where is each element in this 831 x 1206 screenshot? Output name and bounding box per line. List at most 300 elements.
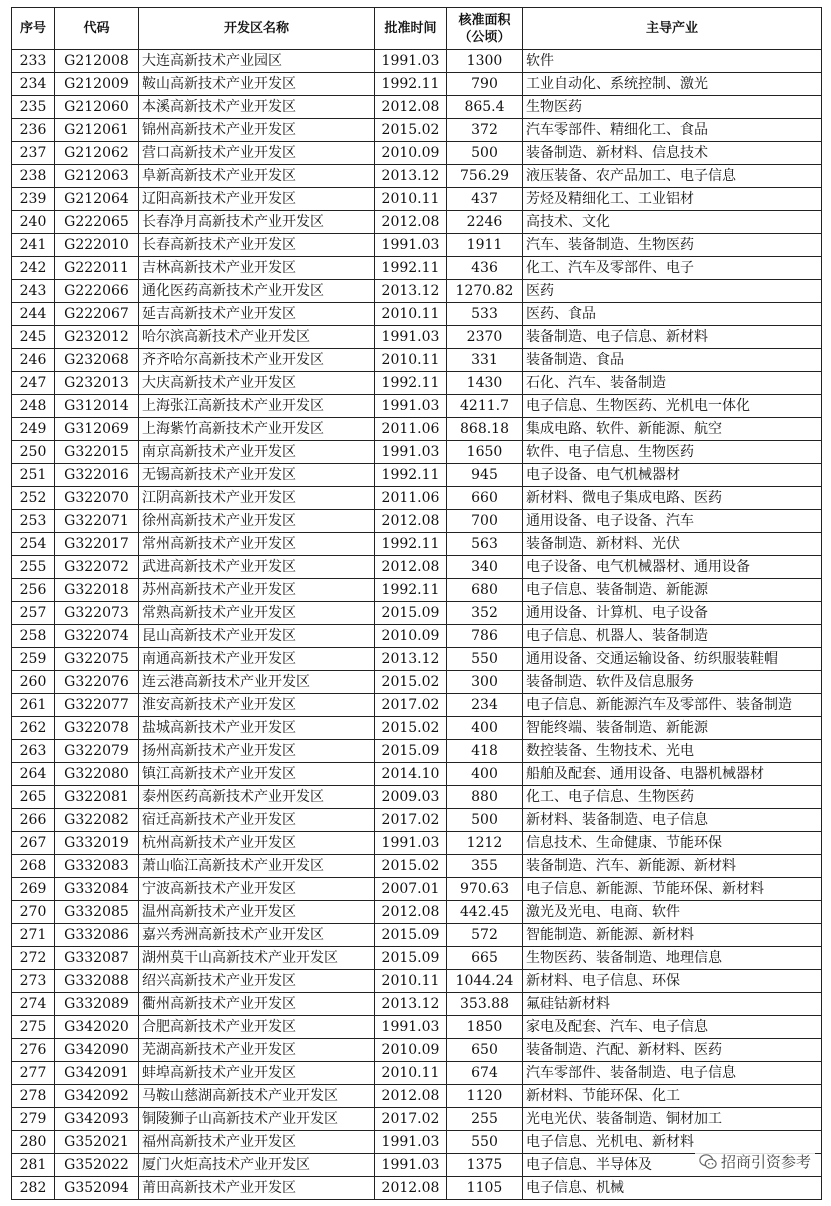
cell-seq: 272 [12, 947, 55, 970]
header-area-line1: 核准面积 [458, 12, 511, 28]
table-row [12, 786, 822, 809]
cell-industry: 电子信息、新能源汽车及零部件、装备制造 [523, 694, 822, 717]
cell-date: 2013.12 [375, 993, 447, 1016]
table-row [12, 625, 822, 648]
cell-industry: 高技术、文化 [523, 211, 822, 234]
cell-industry: 电子设备、电气机械器材、通用设备 [523, 556, 822, 579]
cell-name: 温州高新技术产业开发区 [139, 901, 375, 924]
cell-date: 2007.01 [375, 878, 447, 901]
cell-industry: 电子设备、电气机械器材 [523, 464, 822, 487]
cell-name: 湖州莫干山高新技术产业开发区 [139, 947, 375, 970]
cell-name: 泰州医药高新技术产业开发区 [139, 786, 375, 809]
cell-area: 680 [447, 579, 523, 602]
cell-name: 盐城高新技术产业开发区 [139, 717, 375, 740]
development-zone-table [11, 7, 822, 1200]
table-row [12, 510, 822, 533]
cell-date: 1992.11 [375, 464, 447, 487]
cell-area: 352 [447, 602, 523, 625]
cell-seq: 264 [12, 763, 55, 786]
cell-name: 嘉兴秀洲高新技术产业开发区 [139, 924, 375, 947]
cell-date: 1991.03 [375, 441, 447, 464]
cell-date: 1991.03 [375, 395, 447, 418]
cell-date: 2012.08 [375, 1177, 447, 1200]
table-row [12, 257, 822, 280]
cell-date: 2010.09 [375, 142, 447, 165]
table-row [12, 372, 822, 395]
cell-seq: 277 [12, 1062, 55, 1085]
cell-code: G212061 [55, 119, 139, 142]
cell-date: 1992.11 [375, 257, 447, 280]
cell-area: 700 [447, 510, 523, 533]
cell-seq: 256 [12, 579, 55, 602]
cell-seq: 259 [12, 648, 55, 671]
table-row [12, 763, 822, 786]
table-row [12, 924, 822, 947]
cell-industry: 集成电路、软件、新能源、航空 [523, 418, 822, 441]
cell-area: 340 [447, 556, 523, 579]
cell-code: G332083 [55, 855, 139, 878]
cell-code: G322070 [55, 487, 139, 510]
cell-code: G342090 [55, 1039, 139, 1062]
cell-code: G342091 [55, 1062, 139, 1085]
cell-name: 昆山高新技术产业开发区 [139, 625, 375, 648]
cell-date: 2015.02 [375, 855, 447, 878]
cell-name: 镇江高新技术产业开发区 [139, 763, 375, 786]
cell-seq: 270 [12, 901, 55, 924]
header-code: 代码 [55, 8, 139, 50]
cell-name: 绍兴高新技术产业开发区 [139, 970, 375, 993]
cell-code: G352094 [55, 1177, 139, 1200]
cell-area: 550 [447, 648, 523, 671]
cell-industry: 数控装备、生物技术、光电 [523, 740, 822, 763]
table-row [12, 533, 822, 556]
cell-name: 长春净月高新技术产业开发区 [139, 211, 375, 234]
cell-seq: 249 [12, 418, 55, 441]
cell-name: 上海紫竹高新技术产业开发区 [139, 418, 375, 441]
cell-area: 650 [447, 1039, 523, 1062]
cell-name: 福州高新技术产业开发区 [139, 1131, 375, 1154]
cell-date: 2014.10 [375, 763, 447, 786]
cell-area: 353.88 [447, 993, 523, 1016]
cell-area: 234 [447, 694, 523, 717]
cell-area: 1375 [447, 1154, 523, 1177]
table-row [12, 717, 822, 740]
cell-area: 500 [447, 809, 523, 832]
header-row [12, 8, 822, 50]
cell-industry: 新材料、节能环保、化工 [523, 1085, 822, 1108]
cell-industry: 新材料、装备制造、电子信息 [523, 809, 822, 832]
header-seq: 序号 [12, 8, 55, 50]
table-row [12, 418, 822, 441]
table-row [12, 694, 822, 717]
cell-date: 1991.03 [375, 832, 447, 855]
table-row [12, 993, 822, 1016]
cell-industry: 电子信息、机械 [523, 1177, 822, 1200]
table-row [12, 303, 822, 326]
cell-code: G212063 [55, 165, 139, 188]
cell-date: 2012.08 [375, 211, 447, 234]
cell-code: G332088 [55, 970, 139, 993]
cell-seq: 255 [12, 556, 55, 579]
cell-code: G332086 [55, 924, 139, 947]
table-row [12, 211, 822, 234]
cell-date: 2012.08 [375, 1085, 447, 1108]
header-area-line2: （公顷） [458, 29, 511, 45]
cell-industry: 电子信息、新能源、节能环保、新材料 [523, 878, 822, 901]
cell-area: 970.63 [447, 878, 523, 901]
cell-seq: 248 [12, 395, 55, 418]
cell-date: 2015.02 [375, 119, 447, 142]
cell-area: 436 [447, 257, 523, 280]
cell-seq: 244 [12, 303, 55, 326]
cell-seq: 280 [12, 1131, 55, 1154]
table-row [12, 464, 822, 487]
cell-date: 2012.08 [375, 901, 447, 924]
cell-seq: 240 [12, 211, 55, 234]
cell-seq: 279 [12, 1108, 55, 1131]
cell-code: G322073 [55, 602, 139, 625]
cell-seq: 267 [12, 832, 55, 855]
cell-industry: 光电光伏、装备制造、铜材加工 [523, 1108, 822, 1131]
cell-date: 1992.11 [375, 579, 447, 602]
cell-code: G322071 [55, 510, 139, 533]
cell-code: G322016 [55, 464, 139, 487]
cell-seq: 275 [12, 1016, 55, 1039]
cell-seq: 260 [12, 671, 55, 694]
cell-name: 厦门火炬高技术产业开发区 [139, 1154, 375, 1177]
cell-seq: 241 [12, 234, 55, 257]
cell-industry: 电子信息、半导体及 [523, 1154, 822, 1177]
cell-date: 2013.12 [375, 165, 447, 188]
cell-seq: 237 [12, 142, 55, 165]
cell-industry: 通用设备、电子设备、汽车 [523, 510, 822, 533]
cell-name: 江阴高新技术产业开发区 [139, 487, 375, 510]
cell-industry: 汽车零部件、精细化工、食品 [523, 119, 822, 142]
cell-date: 1992.11 [375, 533, 447, 556]
cell-code: G212064 [55, 188, 139, 211]
cell-industry: 氟硅钴新材料 [523, 993, 822, 1016]
cell-seq: 273 [12, 970, 55, 993]
cell-area: 865.4 [447, 96, 523, 119]
cell-code: G322079 [55, 740, 139, 763]
cell-industry: 家电及配套、汽车、电子信息 [523, 1016, 822, 1039]
table-row [12, 50, 822, 73]
table-row [12, 280, 822, 303]
cell-date: 2012.08 [375, 96, 447, 119]
cell-seq: 274 [12, 993, 55, 1016]
table-row [12, 970, 822, 993]
cell-name: 大庆高新技术产业开发区 [139, 372, 375, 395]
cell-industry: 医药 [523, 280, 822, 303]
table-row [12, 602, 822, 625]
cell-name: 马鞍山慈湖高新技术产业开发区 [139, 1085, 375, 1108]
cell-seq: 243 [12, 280, 55, 303]
table-row [12, 326, 822, 349]
cell-area: 550 [447, 1131, 523, 1154]
cell-code: G332087 [55, 947, 139, 970]
cell-date: 2015.09 [375, 740, 447, 763]
table-row [12, 1016, 822, 1039]
cell-industry: 电子信息、光机电、新材料 [523, 1131, 822, 1154]
cell-area: 533 [447, 303, 523, 326]
cell-area: 400 [447, 717, 523, 740]
table-row [12, 832, 822, 855]
cell-industry: 汽车零部件、装备制造、电子信息 [523, 1062, 822, 1085]
cell-code: G312014 [55, 395, 139, 418]
cell-date: 2015.02 [375, 717, 447, 740]
cell-area: 418 [447, 740, 523, 763]
cell-area: 300 [447, 671, 523, 694]
cell-name: 营口高新技术产业开发区 [139, 142, 375, 165]
cell-industry: 装备制造、食品 [523, 349, 822, 372]
cell-name: 本溪高新技术产业开发区 [139, 96, 375, 119]
cell-seq: 261 [12, 694, 55, 717]
cell-area: 945 [447, 464, 523, 487]
cell-name: 宿迁高新技术产业开发区 [139, 809, 375, 832]
cell-name: 锦州高新技术产业开发区 [139, 119, 375, 142]
table-row [12, 349, 822, 372]
cell-date: 2015.09 [375, 924, 447, 947]
cell-code: G332019 [55, 832, 139, 855]
table-row [12, 1177, 822, 1200]
cell-name: 常州高新技术产业开发区 [139, 533, 375, 556]
cell-name: 吉林高新技术产业开发区 [139, 257, 375, 280]
cell-area: 255 [447, 1108, 523, 1131]
cell-date: 2010.11 [375, 188, 447, 211]
cell-industry: 装备制造、电子信息、新材料 [523, 326, 822, 349]
cell-code: G322076 [55, 671, 139, 694]
cell-code: G322072 [55, 556, 139, 579]
cell-industry: 医药、食品 [523, 303, 822, 326]
cell-code: G232012 [55, 326, 139, 349]
cell-area: 756.29 [447, 165, 523, 188]
cell-area: 1850 [447, 1016, 523, 1039]
cell-industry: 软件、电子信息、生物医药 [523, 441, 822, 464]
cell-area: 674 [447, 1062, 523, 1085]
cell-name: 连云港高新技术产业开发区 [139, 671, 375, 694]
cell-code: G342092 [55, 1085, 139, 1108]
cell-industry: 汽车、装备制造、生物医药 [523, 234, 822, 257]
cell-industry: 石化、汽车、装备制造 [523, 372, 822, 395]
cell-date: 2015.09 [375, 602, 447, 625]
cell-area: 660 [447, 487, 523, 510]
cell-code: G332084 [55, 878, 139, 901]
cell-name: 常熟高新技术产业开发区 [139, 602, 375, 625]
cell-code: G332085 [55, 901, 139, 924]
cell-seq: 238 [12, 165, 55, 188]
cell-date: 2010.09 [375, 1039, 447, 1062]
cell-industry: 工业自动化、系统控制、激光 [523, 73, 822, 96]
cell-industry: 芳烃及精细化工、工业铝材 [523, 188, 822, 211]
table-row [12, 1039, 822, 1062]
cell-date: 1992.11 [375, 73, 447, 96]
cell-name: 武进高新技术产业开发区 [139, 556, 375, 579]
table-row [12, 1062, 822, 1085]
table-row [12, 671, 822, 694]
cell-code: G312069 [55, 418, 139, 441]
cell-code: G322081 [55, 786, 139, 809]
cell-area: 1650 [447, 441, 523, 464]
cell-area: 1911 [447, 234, 523, 257]
cell-name: 莆田高新技术产业开发区 [139, 1177, 375, 1200]
cell-industry: 智能制造、新能源、新材料 [523, 924, 822, 947]
cell-industry: 装备制造、汽车、新能源、新材料 [523, 855, 822, 878]
cell-seq: 265 [12, 786, 55, 809]
table-row [12, 73, 822, 96]
cell-code: G322082 [55, 809, 139, 832]
cell-code: G222010 [55, 234, 139, 257]
cell-code: G352021 [55, 1131, 139, 1154]
cell-date: 2013.12 [375, 280, 447, 303]
cell-industry: 通用设备、计算机、电子设备 [523, 602, 822, 625]
cell-name: 通化医药高新技术产业开发区 [139, 280, 375, 303]
cell-name: 齐齐哈尔高新技术产业开发区 [139, 349, 375, 372]
table-row [12, 556, 822, 579]
cell-code: G322078 [55, 717, 139, 740]
cell-code: G222066 [55, 280, 139, 303]
cell-date: 1991.03 [375, 326, 447, 349]
watermark-text: 招商引资参考 [720, 1153, 811, 1171]
cell-area: 2246 [447, 211, 523, 234]
cell-date: 1991.03 [375, 1131, 447, 1154]
cell-seq: 282 [12, 1177, 55, 1200]
cell-seq: 254 [12, 533, 55, 556]
table-row [12, 234, 822, 257]
cell-code: G222011 [55, 257, 139, 280]
table-row [12, 395, 822, 418]
cell-seq: 239 [12, 188, 55, 211]
table-row [12, 740, 822, 763]
cell-name: 大连高新技术产业园区 [139, 50, 375, 73]
table-row [12, 855, 822, 878]
cell-industry: 装备制造、新材料、信息技术 [523, 142, 822, 165]
cell-area: 572 [447, 924, 523, 947]
cell-industry: 软件 [523, 50, 822, 73]
cell-seq: 278 [12, 1085, 55, 1108]
cell-area: 786 [447, 625, 523, 648]
cell-seq: 247 [12, 372, 55, 395]
header-area [447, 8, 523, 50]
cell-area: 355 [447, 855, 523, 878]
cell-seq: 268 [12, 855, 55, 878]
cell-seq: 245 [12, 326, 55, 349]
cell-name: 南京高新技术产业开发区 [139, 441, 375, 464]
table-row [12, 119, 822, 142]
cell-seq: 257 [12, 602, 55, 625]
cell-code: G322074 [55, 625, 139, 648]
cell-seq: 253 [12, 510, 55, 533]
table-row [12, 142, 822, 165]
cell-area: 1212 [447, 832, 523, 855]
cell-name: 鞍山高新技术产业开发区 [139, 73, 375, 96]
cell-industry: 生物医药、装备制造、地理信息 [523, 947, 822, 970]
cell-area: 331 [447, 349, 523, 372]
cell-code: G322077 [55, 694, 139, 717]
cell-date: 2011.06 [375, 418, 447, 441]
cell-code: G212060 [55, 96, 139, 119]
table-row [12, 1108, 822, 1131]
cell-date: 2011.06 [375, 487, 447, 510]
table-row [12, 96, 822, 119]
cell-code: G212008 [55, 50, 139, 73]
cell-code: G232013 [55, 372, 139, 395]
cell-area: 400 [447, 763, 523, 786]
cell-seq: 236 [12, 119, 55, 142]
cell-code: G322080 [55, 763, 139, 786]
cell-name: 扬州高新技术产业开发区 [139, 740, 375, 763]
cell-code: G222067 [55, 303, 139, 326]
cell-industry: 电子信息、机器人、装备制造 [523, 625, 822, 648]
cell-date: 2015.09 [375, 947, 447, 970]
cell-seq: 234 [12, 73, 55, 96]
cell-industry: 装备制造、新材料、光伏 [523, 533, 822, 556]
cell-date: 2010.11 [375, 970, 447, 993]
cell-date: 2017.02 [375, 694, 447, 717]
cell-name: 衢州高新技术产业开发区 [139, 993, 375, 1016]
cell-industry: 信息技术、生命健康、节能环保 [523, 832, 822, 855]
cell-seq: 252 [12, 487, 55, 510]
cell-area: 437 [447, 188, 523, 211]
table-row [12, 648, 822, 671]
cell-code: G332089 [55, 993, 139, 1016]
cell-area: 442.45 [447, 901, 523, 924]
cell-area: 1270.82 [447, 280, 523, 303]
cell-code: G342020 [55, 1016, 139, 1039]
cell-name: 长春高新技术产业开发区 [139, 234, 375, 257]
cell-industry: 装备制造、软件及信息服务 [523, 671, 822, 694]
cell-area: 372 [447, 119, 523, 142]
cell-name: 芜湖高新技术产业开发区 [139, 1039, 375, 1062]
cell-area: 790 [447, 73, 523, 96]
cell-seq: 242 [12, 257, 55, 280]
cell-date: 2010.11 [375, 349, 447, 372]
cell-industry: 智能终端、装备制造、新能源 [523, 717, 822, 740]
cell-seq: 271 [12, 924, 55, 947]
cell-date: 2010.11 [375, 1062, 447, 1085]
cell-date: 2013.12 [375, 648, 447, 671]
cell-date: 2012.08 [375, 510, 447, 533]
cell-seq: 263 [12, 740, 55, 763]
cell-name: 苏州高新技术产业开发区 [139, 579, 375, 602]
cell-name: 宁波高新技术产业开发区 [139, 878, 375, 901]
cell-seq: 233 [12, 50, 55, 73]
cell-seq: 262 [12, 717, 55, 740]
cell-code: G212062 [55, 142, 139, 165]
cell-seq: 258 [12, 625, 55, 648]
cell-industry: 电子信息、装备制造、新能源 [523, 579, 822, 602]
table-row [12, 188, 822, 211]
cell-name: 无锡高新技术产业开发区 [139, 464, 375, 487]
cell-area: 1120 [447, 1085, 523, 1108]
table-row [12, 1085, 822, 1108]
watermark [695, 1151, 815, 1172]
cell-date: 1992.11 [375, 372, 447, 395]
cell-seq: 235 [12, 96, 55, 119]
cell-industry: 船舶及配套、通用设备、电器机械器材 [523, 763, 822, 786]
table-row [12, 947, 822, 970]
cell-date: 2015.02 [375, 671, 447, 694]
cell-name: 上海张江高新技术产业开发区 [139, 395, 375, 418]
cell-name: 南通高新技术产业开发区 [139, 648, 375, 671]
cell-area: 2370 [447, 326, 523, 349]
cell-area: 4211.7 [447, 395, 523, 418]
cell-area: 868.18 [447, 418, 523, 441]
table-row [12, 809, 822, 832]
cell-date: 1991.03 [375, 1154, 447, 1177]
header-industry: 主导产业 [523, 8, 822, 50]
chat-bubble-icon [699, 1153, 717, 1171]
cell-date: 2017.02 [375, 1108, 447, 1131]
